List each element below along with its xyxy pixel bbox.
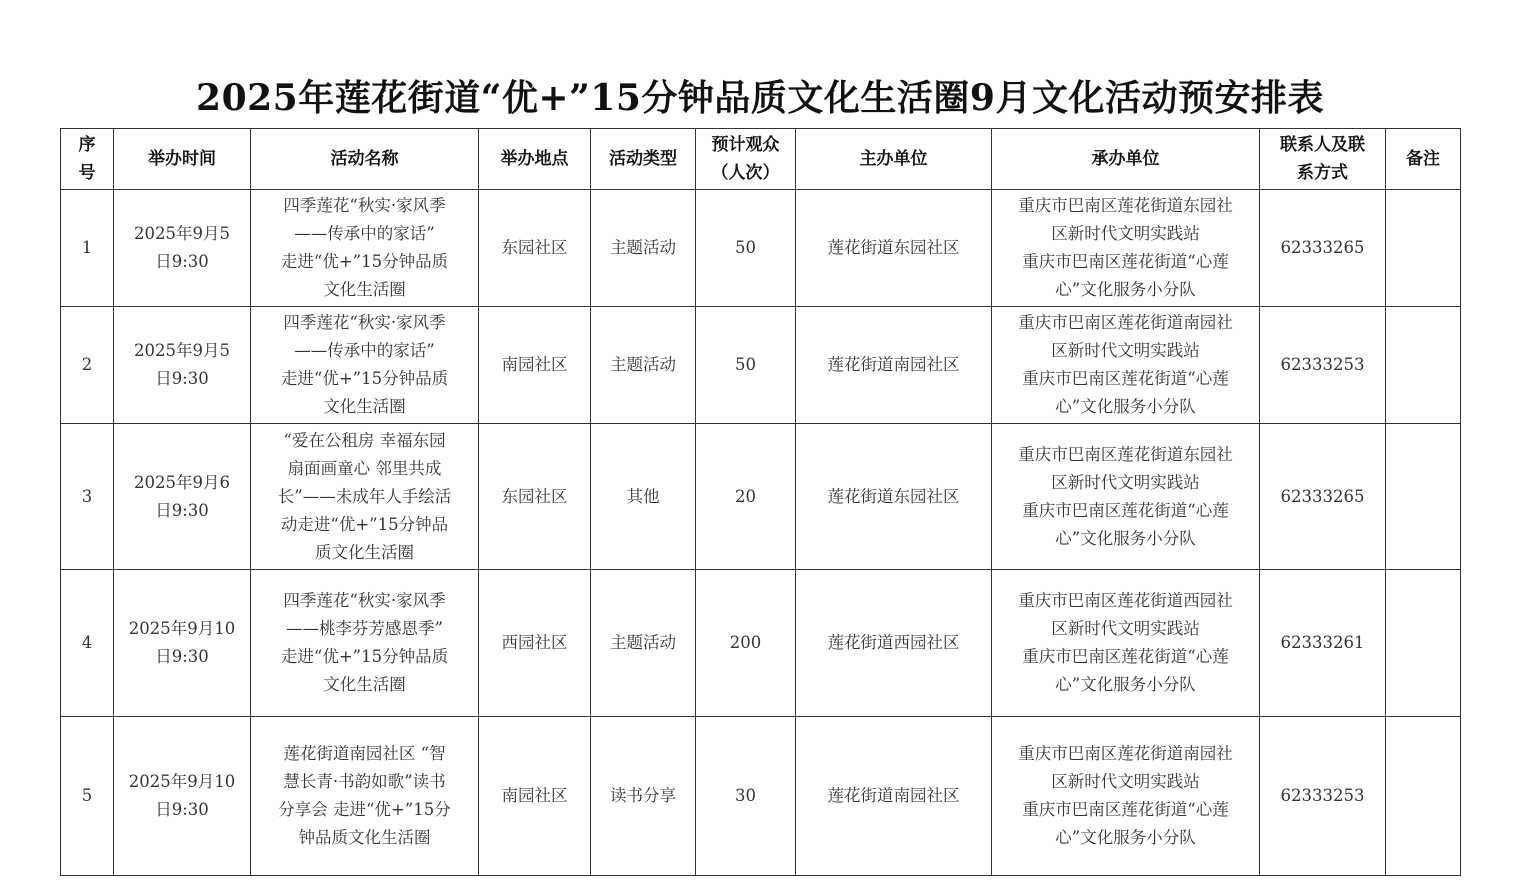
table-row bbox=[61, 190, 1461, 307]
cell-time: 2025年9月6 日9:30 bbox=[114, 424, 251, 570]
table-row bbox=[61, 307, 1461, 424]
cell-organizer: 重庆市巴南区莲花街道东园社 区新时代文明实践站 重庆市巴南区莲花街道“心莲 心”文化服务小分队 bbox=[992, 424, 1260, 570]
cell-host: 莲花街道南园社区 bbox=[796, 717, 992, 876]
cell-audience: 20 bbox=[696, 424, 796, 570]
cell-remark bbox=[1386, 190, 1461, 307]
header-audience: 预计观众 （人次） bbox=[696, 129, 796, 190]
table-row bbox=[61, 570, 1461, 717]
header-place: 举办地点 bbox=[479, 129, 591, 190]
cell-index: 2 bbox=[61, 307, 114, 424]
cell-type: 主题活动 bbox=[591, 570, 696, 717]
cell-remark bbox=[1386, 307, 1461, 424]
table-row bbox=[61, 717, 1461, 876]
cell-host: 莲花街道南园社区 bbox=[796, 307, 992, 424]
cell-time: 2025年9月5 日9:30 bbox=[114, 307, 251, 424]
cell-place: 西园社区 bbox=[479, 570, 591, 717]
cell-type: 读书分享 bbox=[591, 717, 696, 876]
table-row bbox=[61, 424, 1461, 570]
cell-name: “爱在公租房 幸福东园 扇面画童心 邻里共成 长”——未成年人手绘活 动走进“优+”15分钟品 质文化生活圈 bbox=[251, 424, 479, 570]
cell-place: 南园社区 bbox=[479, 717, 591, 876]
cell-audience: 50 bbox=[696, 190, 796, 307]
cell-contact: 62333265 bbox=[1260, 424, 1386, 570]
cell-organizer: 重庆市巴南区莲花街道南园社 区新时代文明实践站 重庆市巴南区莲花街道“心莲 心”文化服务小分队 bbox=[992, 307, 1260, 424]
cell-type: 其他 bbox=[591, 424, 696, 570]
cell-audience: 50 bbox=[696, 307, 796, 424]
cell-remark bbox=[1386, 570, 1461, 717]
document-title: 2025年莲花街道“优+”15分钟品质文化生活圈9月文化活动预安排表 bbox=[196, 77, 1324, 119]
header-time: 举办时间 bbox=[114, 129, 251, 190]
cell-name: 四季莲花“秋实·家风季 ——桃李芬芳感恩季” 走进“优+”15分钟品质 文化生活圈 bbox=[251, 570, 479, 717]
cell-place: 东园社区 bbox=[479, 424, 591, 570]
header-organizer: 承办单位 bbox=[992, 129, 1260, 190]
header-contact: 联系人及联 系方式 bbox=[1260, 129, 1386, 190]
cell-audience: 30 bbox=[696, 717, 796, 876]
header-type: 活动类型 bbox=[591, 129, 696, 190]
cell-audience: 200 bbox=[696, 570, 796, 717]
cell-name: 莲花街道南园社区 “智 慧长青·书韵如歌”读书 分享会 走进“优+”15分 钟品质文化生活圈 bbox=[251, 717, 479, 876]
cell-remark bbox=[1386, 424, 1461, 570]
cell-contact: 62333253 bbox=[1260, 717, 1386, 876]
cell-index: 1 bbox=[61, 190, 114, 307]
header-host: 主办单位 bbox=[796, 129, 992, 190]
cell-type: 主题活动 bbox=[591, 307, 696, 424]
cell-index: 3 bbox=[61, 424, 114, 570]
cell-name: 四季莲花“秋实·家风季 ——传承中的家话” 走进“优+”15分钟品质 文化生活圈 bbox=[251, 190, 479, 307]
table-header-row bbox=[61, 129, 1461, 190]
cell-place: 南园社区 bbox=[479, 307, 591, 424]
cell-name: 四季莲花“秋实·家风季 ——传承中的家话” 走进“优+”15分钟品质 文化生活圈 bbox=[251, 307, 479, 424]
cell-time: 2025年9月10 日9:30 bbox=[114, 717, 251, 876]
header-remark: 备注 bbox=[1386, 129, 1461, 190]
cell-organizer: 重庆市巴南区莲花街道西园社 区新时代文明实践站 重庆市巴南区莲花街道“心莲 心”文化服务小分队 bbox=[992, 570, 1260, 717]
cell-remark bbox=[1386, 717, 1461, 876]
cell-host: 莲花街道西园社区 bbox=[796, 570, 992, 717]
header-index: 序 号 bbox=[61, 129, 114, 190]
cell-time: 2025年9月5 日9:30 bbox=[114, 190, 251, 307]
header-name: 活动名称 bbox=[251, 129, 479, 190]
cell-contact: 62333265 bbox=[1260, 190, 1386, 307]
cell-organizer: 重庆市巴南区莲花街道东园社 区新时代文明实践站 重庆市巴南区莲花街道“心莲 心”文化服务小分队 bbox=[992, 190, 1260, 307]
activity-schedule-table bbox=[60, 128, 1461, 876]
cell-contact: 62333253 bbox=[1260, 307, 1386, 424]
cell-type: 主题活动 bbox=[591, 190, 696, 307]
cell-organizer: 重庆市巴南区莲花街道南园社 区新时代文明实践站 重庆市巴南区莲花街道“心莲 心”文化服务小分队 bbox=[992, 717, 1260, 876]
cell-index: 4 bbox=[61, 570, 114, 717]
cell-contact: 62333261 bbox=[1260, 570, 1386, 717]
cell-place: 东园社区 bbox=[479, 190, 591, 307]
cell-host: 莲花街道东园社区 bbox=[796, 190, 992, 307]
cell-index: 5 bbox=[61, 717, 114, 876]
cell-host: 莲花街道东园社区 bbox=[796, 424, 992, 570]
cell-time: 2025年9月10 日9:30 bbox=[114, 570, 251, 717]
